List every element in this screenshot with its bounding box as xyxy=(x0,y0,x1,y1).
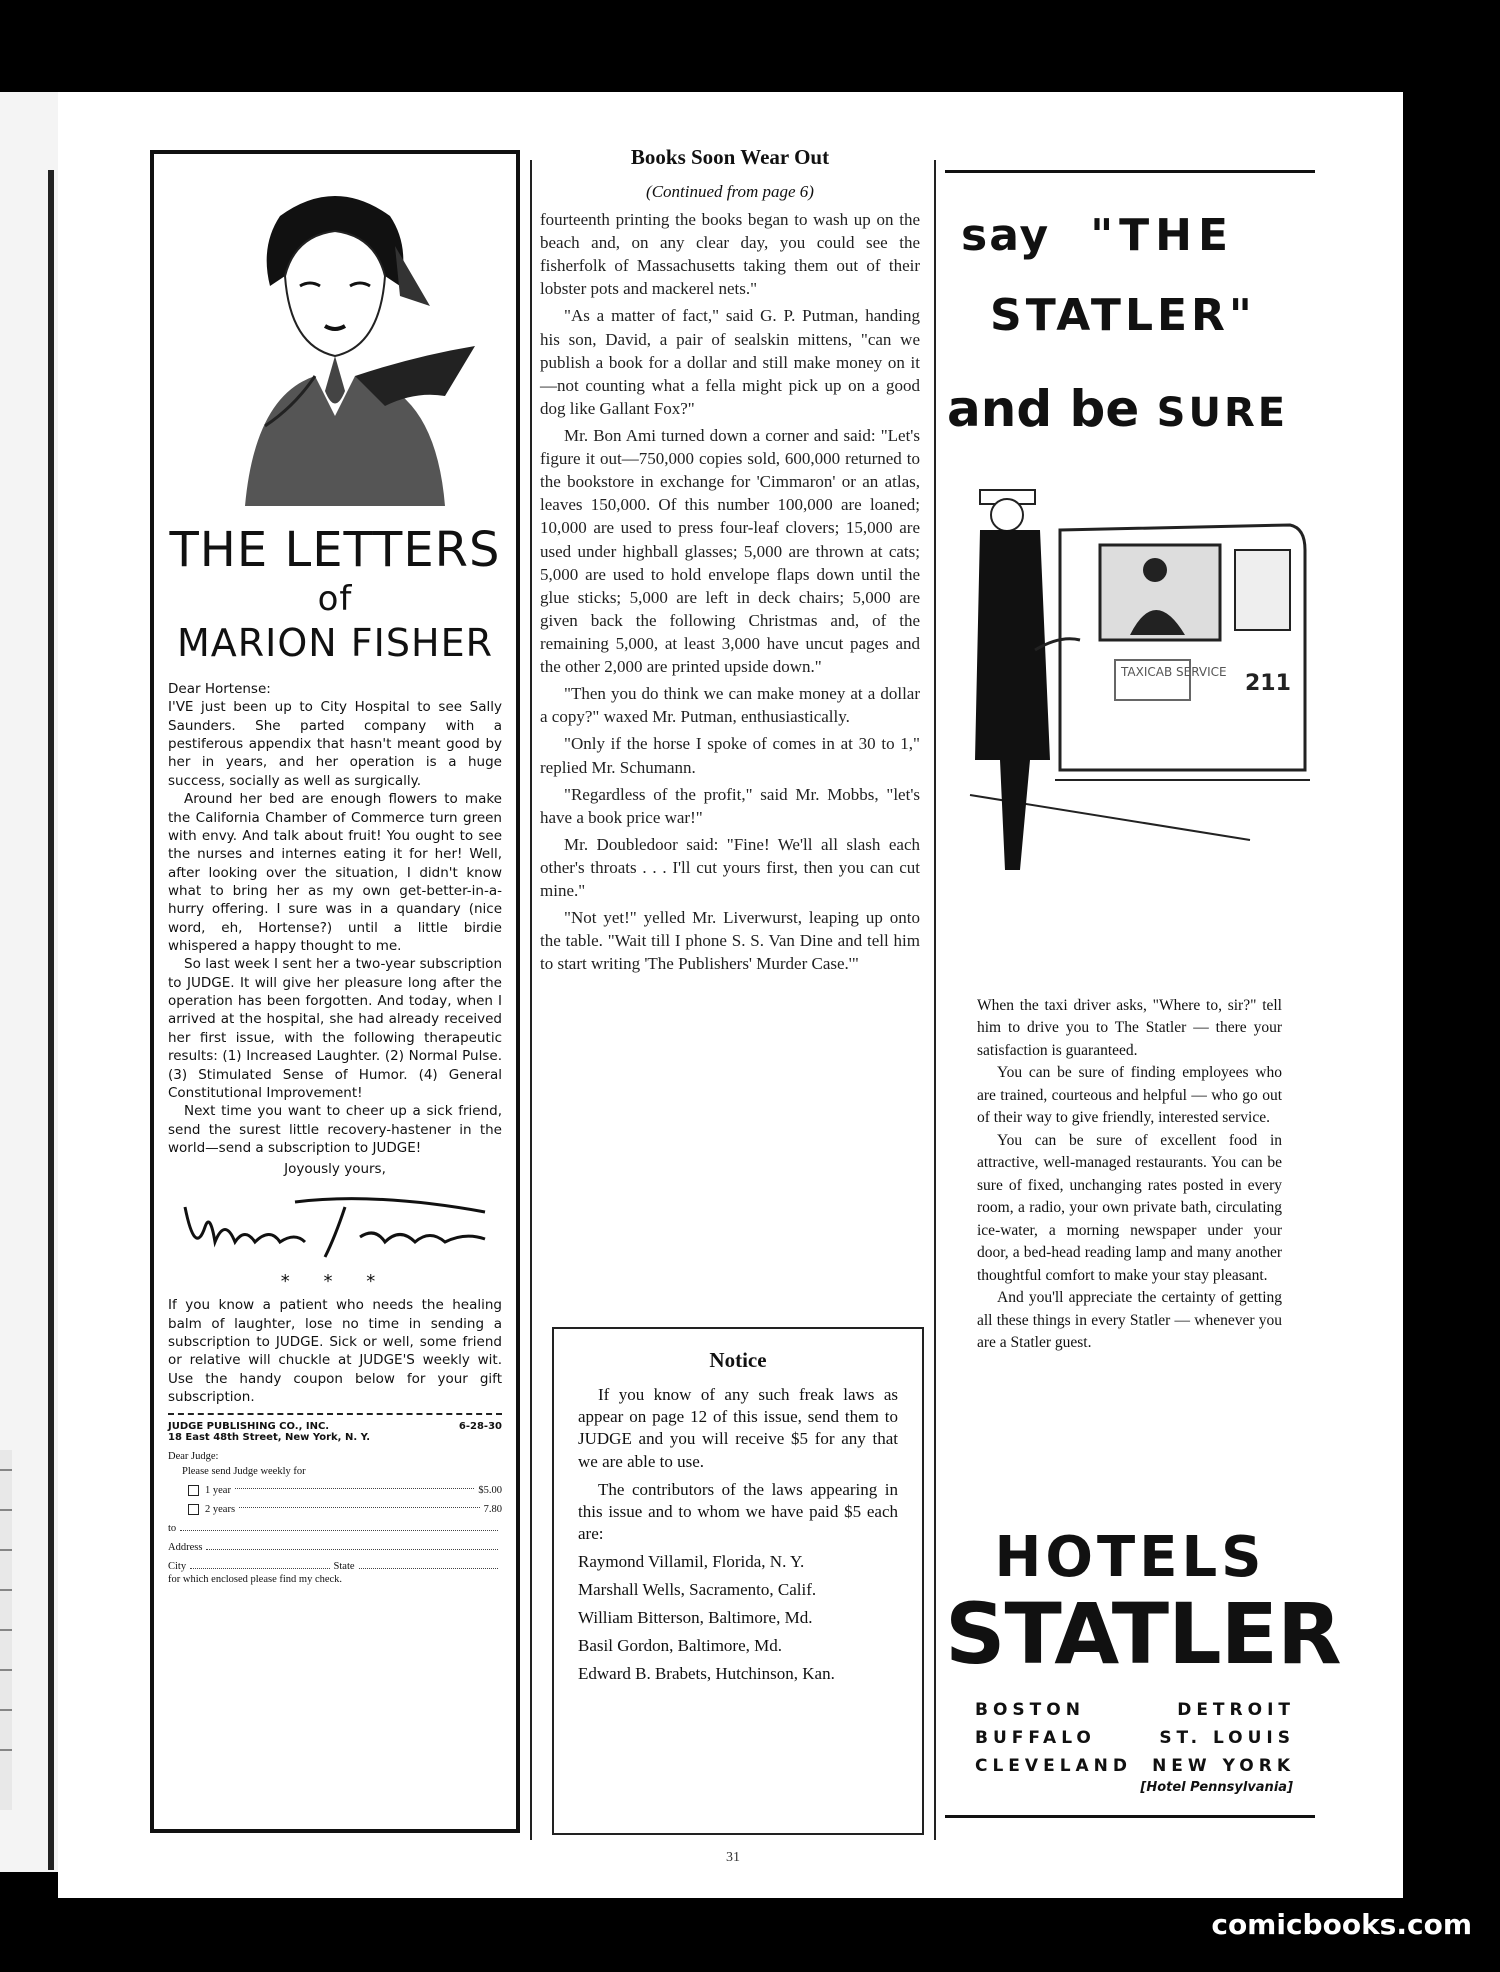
contributor: Marshall Wells, Sacramento, Calif. xyxy=(578,1580,817,1600)
article-paragraph: "Only if the horse I spoke of comes in at 30 to 1," replied Mr. Schumann. xyxy=(540,734,920,777)
column-rule-right xyxy=(934,160,936,1840)
contributor: Basil Gordon, Baltimore, Md. xyxy=(578,1636,782,1656)
coupon-date: 6-28-30 xyxy=(458,1420,502,1432)
article-paragraph: "As a matter of fact," said G. P. Putman, handing his son, David, a pair of sealskin mittens, "can we publish a book for a dollar and still make money on it—not counting what a fella might pick up on a good dog like Gallant Fox?" xyxy=(540,306,920,418)
city-row: CLEVELAND NEW YORK xyxy=(975,1756,1295,1776)
ad-paragraph: You can be sure of finding employees who are trained, courteous and helpful — who go out of their way to give friendly, interested service. xyxy=(977,1064,1282,1127)
city-row: BUFFALO ST. LOUIS xyxy=(975,1728,1295,1748)
checkbox-1-year[interactable] xyxy=(188,1485,199,1496)
headline-say: say "THE xyxy=(961,210,1235,261)
contributor: Edward B. Brabets, Hutchinson, Kan. xyxy=(578,1664,835,1684)
ad-copy xyxy=(977,995,1282,1355)
page-number: 31 xyxy=(726,1850,740,1865)
contributor: Raymond Villamil, Florida, N. Y. xyxy=(578,1551,805,1571)
taxi-illustration xyxy=(950,460,1310,1050)
letter-salutation: Dear Hortense: xyxy=(168,681,271,697)
article-paragraph: Mr. Doubledoor said: "Fine! We'll all slash each other's throats . . . I'll cut yours first, then you can cut mine." xyxy=(540,834,920,901)
coupon-company: JUDGE PUBLISHING CO., INC. xyxy=(168,1420,330,1432)
ad-title-line2: of xyxy=(317,579,353,619)
article-paragraph: "Then you do think we can make money at a dollar a copy?" waxed Mr. Putman, enthusiastically. xyxy=(540,684,920,727)
article-column xyxy=(540,145,920,980)
letter-paragraph: So last week I sent her a two-year subscription to JUDGE. It will give her pleasure long after the operation has been forgotten. And today, when I arrived at the hospital, she had already received her first issue, with the following therapeutic results: (1) Increased Laughter. (2) Normal Pulse. (3) Stimulated Sense of Humor. (4) General Constitutional Improvement! xyxy=(168,956,502,1101)
coupon-greeting: Dear Judge: xyxy=(168,1450,219,1462)
letter-paragraph: Next time you want to cheer up a sick friend, send the surest little recovery-hastener in the world—send a subscription to JUDGE! xyxy=(168,1103,502,1156)
hotels-statler-ad xyxy=(945,150,1341,1830)
brand-statler: STATLER xyxy=(945,1585,1341,1683)
article-paragraph: fourteenth printing the books began to wash up on the beach and, on any clear day, you could see the fisherfolk of Massachusetts taking them out of their lobster pots and mackerel nets." xyxy=(540,210,920,299)
notice-paragraph: If you know of any such freak laws as appear on page 12 of this issue, send them to JUDGE and you will receive $5 for any that we are able to use. xyxy=(578,1385,898,1471)
site-watermark: comicbooks.com xyxy=(1211,1908,1472,1941)
article-continued: (Continued from page 6) xyxy=(646,182,814,201)
adjacent-page-scrap xyxy=(0,1450,12,1810)
hotel-pennsylvania: [Hotel Pennsylvania] xyxy=(1140,1780,1293,1795)
ad-title-line3: MARION FISHER xyxy=(177,621,493,665)
ad-top-rule xyxy=(945,170,1315,173)
article-paragraph: "Not yet!" yelled Mr. Liverwurst, leaping up onto the table. "Wait till I phone S. S. Van Dine and tell him to start writing 'The Publishers' Murder Case.'" xyxy=(540,908,920,974)
woman-portrait-illustration xyxy=(185,176,485,506)
article-body xyxy=(540,208,920,976)
coupon-address-field[interactable]: Address xyxy=(168,1542,502,1553)
coupon-address: 18 East 48th Street, New York, N. Y. xyxy=(168,1431,370,1443)
coupon-to-field[interactable]: to xyxy=(168,1523,502,1534)
city-row: BOSTON DETROIT xyxy=(975,1700,1295,1720)
letter-paragraph: Around her bed are enough flowers to make the California Chamber of Commerce turn green with envy. And talk about fruit! You ought to see the nurses and internes eating it for her! Well, after looking over the situation, I didn't know what to bring her as my own get-better-in-a-hurry offering. I sure was in a quandary (nice word, eh, Hortense?) until a little birdie whispered a happy thought to me. xyxy=(168,791,502,955)
taxi-sign-text: TAXICAB SERVICE xyxy=(1121,665,1227,679)
ad-paragraph: When the taxi driver asks, "Where to, sir?" tell him to drive you to The Statler — there your satisfaction is guaranteed. xyxy=(977,997,1282,1059)
ad-paragraph: You can be sure of excellent food in attractive, well-managed restaurants. You can be sure of fixed, unchanging rates posted in every room, a radio, your own private bath, circulating ice-water, a morning newspaper under your door, a bed-head reading lamp and many another thoughtful comfort to make your stay pleasant. xyxy=(977,1131,1282,1284)
ad-paragraph: And you'll appreciate the certainty of getting all these things in every Statler — whenever you are a Statler guest. xyxy=(977,1289,1282,1352)
letter-closing: Joyously yours, xyxy=(284,1161,386,1178)
headline-statler: STATLER" xyxy=(990,290,1256,341)
section-stars: * * * xyxy=(280,1271,390,1293)
headline-and-be-sure: and be SURE xyxy=(947,380,1289,438)
postscript: If you know a patient who needs the healing balm of laughter, lose no time in sending a subscription to JUDGE. Sick or well, some friend or relative will chuckle at JUDGE'S weekly wit. Use the handy coupon below for your gift subscription. xyxy=(168,1297,502,1406)
coupon-option-2-years[interactable]: 2 years 7.80 xyxy=(188,1504,502,1515)
binding-spine xyxy=(48,170,54,1870)
checkbox-2-years[interactable] xyxy=(188,1504,199,1515)
article-paragraph: Mr. Bon Ami turned down a corner and said: "Let's figure it out—750,000 copies sold, 600,000 returned to the bookstore in exchange for 'Cimmaron' or an atlas, leaves 150,000. Of this number 100,000 are loaned; 10,000 are used to press four-leaf clovers; 15,000 are used under highball glasses; 5,000 are thrown at cats; 5,000 are used to hold envelope flaps down until the glue sticks; 5,000 are left in deck chairs; 5,000 are given back the following Christmas and, of the remaining 5,000, at least 3,000 have uncut pages and the other 2,000 are printed upside down." xyxy=(540,425,920,677)
coupon-footer: for which enclosed please find my check. xyxy=(168,1573,343,1585)
article-title: Books Soon Wear Out xyxy=(630,145,830,169)
letter-body xyxy=(168,680,502,1157)
handwritten-signature xyxy=(175,1187,495,1267)
ad-title-line1: THE LETTERS xyxy=(169,522,501,578)
notice-title: Notice xyxy=(709,1348,767,1372)
column-rule-left xyxy=(530,160,532,1840)
notice-box xyxy=(552,1327,924,1835)
coupon-instruction: Please send Judge weekly for xyxy=(182,1465,306,1477)
coupon-city-state-field[interactable]: City State xyxy=(168,1561,502,1572)
ad-bottom-rule xyxy=(945,1815,1315,1818)
taxi-number: 211 xyxy=(1245,671,1291,696)
article-paragraph: "Regardless of the profit," said Mr. Mobbs, "let's have a book price war!" xyxy=(540,784,920,827)
coupon-option-1-year[interactable]: 1 year $5.00 xyxy=(188,1485,502,1496)
brand-hotels: HOTELS xyxy=(994,1525,1266,1590)
judge-subscription-ad xyxy=(150,150,520,1833)
letter-paragraph: I'VE just been up to City Hospital to see Sally Saunders. She parted company with a pestiferous appendix that hasn't meant good by her in years, and her operation is a huge success, socially as well as surgically. xyxy=(168,699,502,789)
notice-paragraph: The contributors of the laws appearing in this issue and to whom we have paid $5 each are: xyxy=(578,1479,898,1543)
subscription-coupon xyxy=(168,1413,502,1585)
contributor: William Bitterson, Baltimore, Md. xyxy=(578,1608,813,1628)
